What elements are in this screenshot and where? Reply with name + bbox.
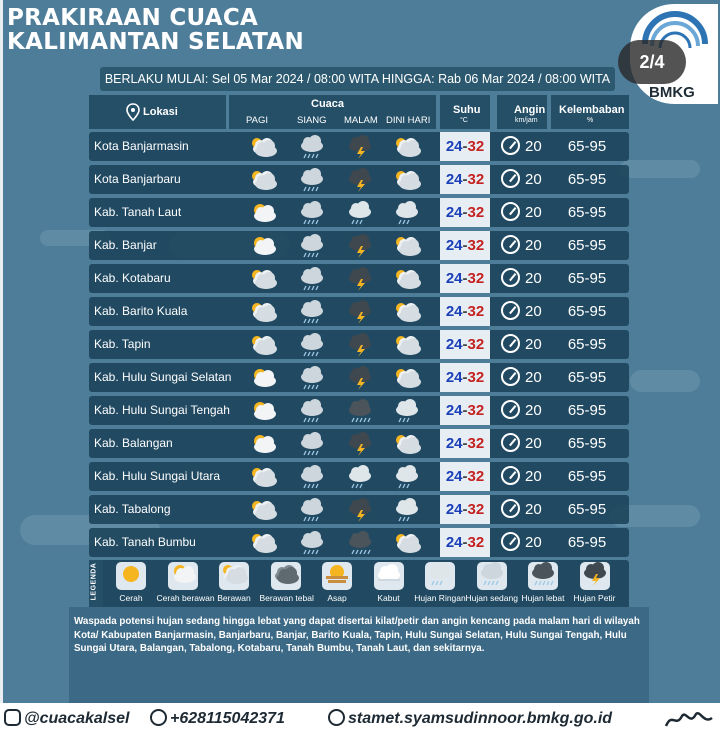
hujan-sedang-icon: [297, 465, 327, 487]
wind-speed: 20: [525, 303, 542, 320]
row-wind: [497, 132, 547, 161]
row-wind: [497, 495, 547, 524]
row-wind: [497, 297, 547, 326]
temp-separator: -: [462, 270, 468, 287]
temp-min: 24: [445, 402, 463, 419]
kabut-icon: [374, 562, 404, 590]
row-temperature: [440, 132, 490, 161]
globe-icon: [328, 709, 345, 726]
title-line-2: KALIMANTAN SELATAN: [7, 29, 305, 55]
hujan-petir-icon: [580, 562, 610, 590]
temp-max: 32: [467, 501, 485, 518]
legend-label: Asap: [327, 593, 347, 603]
row-location: Kota Banjarbaru: [94, 172, 181, 186]
row-location: Kab. Tanah Bumbu: [94, 535, 196, 549]
row-wind: [497, 462, 547, 491]
row-location: Kab. Kotabaru: [94, 271, 171, 285]
legend-item: [466, 562, 518, 603]
cloud-decoration: [620, 160, 700, 178]
row-location: Kab. Banjar: [94, 238, 157, 252]
wind-speed: 20: [525, 501, 542, 518]
row-humidity: 65-95: [567, 270, 607, 287]
temp-min: 24: [445, 270, 463, 287]
hujan-lebat-icon: [345, 399, 375, 421]
compass-icon: [501, 466, 520, 485]
temp-max: 32: [467, 171, 485, 188]
row-location: Kab. Balangan: [94, 436, 173, 450]
temp-min: 24: [445, 501, 463, 518]
wind-speed: 20: [525, 369, 542, 386]
compass-icon: [501, 268, 520, 287]
warning-text: Waspada potensi hujan sedang hingga lebat yang dapat disertai kilat/petir dan angin kencang pada malam hari di wilayah Kota/ Kabupaten Banjarmasin, Banjarbaru, Banjar, Barito Kuala, Tapin, Hulu Sungai Selatan, Hulu Sungai Tengah, Hulu Sungai Utara, Balangan, Tabalong, Kotabaru, Tanah Bumbu, Tanah Laut, dan sekitarnya.: [69, 607, 649, 705]
legend-item: [311, 562, 363, 603]
footer-instagram[interactable]: [4, 709, 129, 728]
row-humidity: 65-95: [567, 303, 607, 320]
header-dini-hari: DINI HARI: [386, 115, 431, 126]
compass-icon: [501, 136, 520, 155]
berawan-icon: [392, 300, 422, 322]
temp-separator: -: [462, 435, 468, 452]
legend-label: Hujan sedang: [465, 593, 518, 603]
legend-label: Berawan: [217, 593, 251, 603]
row-temperature: [440, 462, 490, 491]
berawan-tebal-icon: [271, 562, 301, 590]
berawan-icon: [248, 498, 278, 520]
header-kelembaban-label: Kelembaban: [559, 104, 625, 116]
cerah-icon: [116, 562, 146, 590]
temp-separator: -: [462, 237, 468, 254]
temp-min: 24: [445, 369, 463, 386]
compass-icon: [501, 532, 520, 551]
hujan-petir-icon: [345, 300, 375, 322]
hujan-ringan-icon: [345, 201, 375, 223]
signature-logo-icon: [664, 708, 714, 732]
row-humidity: 65-95: [567, 237, 607, 254]
temp-max: 32: [467, 270, 485, 287]
temp-max: 32: [467, 204, 485, 221]
berawan-icon: [219, 562, 249, 590]
row-temperature: [440, 330, 490, 359]
row-wind: [497, 396, 547, 425]
row-wind: [497, 198, 547, 227]
wind-speed: 20: [525, 138, 542, 155]
row-humidity: 65-95: [567, 402, 607, 419]
temp-max: 32: [467, 534, 485, 551]
hujan-sedang-icon: [297, 498, 327, 520]
legend-label: Hujan Ringan: [414, 593, 466, 603]
row-humidity: 65-95: [567, 435, 607, 452]
legend-label: Kabut: [377, 593, 400, 603]
hujan-petir-icon: [345, 168, 375, 190]
temp-separator: -: [462, 402, 468, 419]
compass-icon: [501, 235, 520, 254]
row-wind: [497, 231, 547, 260]
wind-speed: 20: [525, 336, 542, 353]
temp-min: 24: [445, 171, 463, 188]
row-temperature: [440, 198, 490, 227]
temp-min: 24: [445, 468, 463, 485]
header-malam: MALAM: [344, 115, 378, 126]
legend-label: Cerah berawan: [156, 593, 215, 603]
temp-max: 32: [467, 303, 485, 320]
row-location: Kab. Hulu Sungai Tengah: [94, 403, 230, 417]
temp-min: 24: [445, 435, 463, 452]
cerah-berawan-icon: [248, 366, 278, 388]
instagram-icon: [4, 709, 21, 726]
wind-speed: 20: [525, 204, 542, 221]
temp-max: 32: [467, 468, 485, 485]
hujan-petir-icon: [345, 267, 375, 289]
row-wind: [497, 528, 547, 557]
wind-speed: 20: [525, 534, 542, 551]
wind-speed: 20: [525, 435, 542, 452]
hujan-ringan-icon: [425, 562, 455, 590]
compass-icon: [501, 433, 520, 452]
row-location: Kab. Hulu Sungai Utara: [94, 469, 221, 483]
row-humidity: 65-95: [567, 534, 607, 551]
legend-item: [105, 562, 157, 603]
row-humidity: 65-95: [567, 204, 607, 221]
legend-item: [569, 562, 621, 603]
berawan-icon: [392, 432, 422, 454]
berawan-icon: [392, 333, 422, 355]
row-temperature: [440, 264, 490, 293]
compass-icon: [501, 334, 520, 353]
header-cuaca: [229, 95, 436, 129]
hujan-petir-icon: [345, 498, 375, 520]
header-angin-label: Angin: [514, 104, 546, 116]
left-border: [0, 0, 3, 703]
row-wind: [497, 330, 547, 359]
row-humidity: 65-95: [567, 501, 607, 518]
row-temperature: [440, 165, 490, 194]
hujan-petir-icon: [345, 234, 375, 256]
temp-separator: -: [462, 138, 468, 155]
compass-icon: [501, 499, 520, 518]
logo-text: BMKG: [649, 84, 695, 101]
temp-separator: -: [462, 468, 468, 485]
hujan-ringan-icon: [392, 498, 422, 520]
hujan-sedang-icon: [297, 135, 327, 157]
location-pin-icon: [126, 103, 140, 121]
row-temperature: [440, 231, 490, 260]
berawan-icon: [248, 531, 278, 553]
temp-max: 32: [467, 369, 485, 386]
hujan-sedang-icon: [297, 234, 327, 256]
whatsapp-icon: [150, 709, 167, 726]
legend-item: [517, 562, 569, 603]
legend-item: [156, 562, 215, 603]
temp-min: 24: [445, 303, 463, 320]
row-humidity: 65-95: [567, 369, 607, 386]
temp-separator: -: [462, 336, 468, 353]
header-lokasi: [89, 95, 226, 129]
temp-separator: -: [462, 369, 468, 386]
hujan-sedang-icon: [297, 267, 327, 289]
compass-icon: [501, 301, 520, 320]
hujan-petir-icon: [345, 366, 375, 388]
row-wind: [497, 165, 547, 194]
legend-item: [414, 562, 466, 603]
wind-speed: 20: [525, 468, 542, 485]
hujan-sedang-icon: [297, 531, 327, 553]
footer: [0, 703, 720, 736]
cerah-berawan-icon: [248, 432, 278, 454]
footer-whatsapp-text: +628115042371: [170, 710, 285, 727]
row-temperature: [440, 363, 490, 392]
legend-label: Berawan tebal: [259, 593, 314, 603]
header-lokasi-label: Lokasi: [143, 106, 178, 118]
legend-item: [363, 562, 415, 603]
hujan-lebat-icon: [528, 562, 558, 590]
header-angin-unit: km/jam: [515, 117, 538, 124]
legend-label: Hujan lebat: [521, 593, 565, 603]
temp-min: 24: [445, 237, 463, 254]
legend-item: [208, 562, 260, 603]
row-wind: [497, 264, 547, 293]
hujan-sedang-icon: [297, 333, 327, 355]
cerah-berawan-icon: [248, 399, 278, 421]
header-angin: [497, 95, 547, 129]
row-humidity: 65-95: [567, 171, 607, 188]
temp-min: 24: [445, 204, 463, 221]
berawan-icon: [392, 531, 422, 553]
row-temperature: [440, 495, 490, 524]
header-kelembaban: [551, 95, 629, 129]
row-location: Kab. Tanah Laut: [94, 205, 182, 219]
compass-icon: [501, 400, 520, 419]
header-cuaca-label: Cuaca: [311, 98, 345, 110]
temp-min: 24: [445, 336, 463, 353]
berawan-icon: [392, 267, 422, 289]
wind-speed: 20: [525, 402, 542, 419]
temp-max: 32: [467, 138, 485, 155]
berawan-icon: [392, 135, 422, 157]
hujan-sedang-icon: [297, 201, 327, 223]
hujan-petir-icon: [345, 432, 375, 454]
page-indicator-badge: 2/4: [618, 40, 686, 84]
row-location: Kab. Tapin: [94, 337, 151, 351]
page-title: [7, 6, 304, 54]
cloud-decoration: [630, 370, 700, 392]
hujan-ringan-icon: [345, 465, 375, 487]
header-kelembaban-unit: %: [587, 117, 594, 124]
hujan-ringan-icon: [392, 399, 422, 421]
hujan-ringan-icon: [392, 465, 422, 487]
footer-instagram-text: @cuacakalsel: [24, 710, 130, 727]
berawan-icon: [248, 168, 278, 190]
hujan-ringan-icon: [392, 201, 422, 223]
row-humidity: 65-95: [567, 138, 607, 155]
hujan-sedang-icon: [297, 366, 327, 388]
cerah-berawan-icon: [248, 201, 278, 223]
row-wind: [497, 429, 547, 458]
header-pagi: PAGI: [246, 115, 268, 126]
header-suhu: [440, 95, 490, 129]
footer-website-text: stamet.syamsudinnoor.bmkg.go.id: [348, 710, 613, 727]
legend-label: Cerah: [119, 593, 143, 603]
row-wind: [497, 363, 547, 392]
hujan-petir-icon: [345, 333, 375, 355]
validity-banner: BERLAKU MULAI: Sel 05 Mar 2024 / 08:00 WITA HINGGA: Rab 06 Mar 2024 / 08:00 WITA: [100, 67, 615, 91]
title-line-1: PRAKIRAAN CUACA: [7, 5, 259, 31]
berawan-icon: [248, 135, 278, 157]
hujan-sedang-icon: [297, 168, 327, 190]
temp-separator: -: [462, 204, 468, 221]
row-temperature: [440, 396, 490, 425]
asap-icon: [322, 562, 352, 590]
berawan-icon: [248, 267, 278, 289]
row-location: Kab. Barito Kuala: [94, 304, 188, 318]
header-siang: SIANG: [297, 115, 327, 126]
row-humidity: 65-95: [567, 336, 607, 353]
compass-icon: [501, 367, 520, 386]
row-temperature: [440, 429, 490, 458]
temp-min: 24: [445, 138, 463, 155]
temp-max: 32: [467, 402, 485, 419]
row-location: Kota Banjarmasin: [94, 139, 189, 153]
temp-min: 24: [445, 534, 463, 551]
cerah-berawan-icon: [168, 562, 198, 590]
hujan-sedang-icon: [477, 562, 507, 590]
temp-max: 32: [467, 237, 485, 254]
row-humidity: 65-95: [567, 468, 607, 485]
compass-icon: [501, 202, 520, 221]
wind-speed: 20: [525, 270, 542, 287]
temp-max: 32: [467, 336, 485, 353]
header-suhu-label: Suhu: [453, 104, 481, 116]
row-temperature: [440, 297, 490, 326]
row-location: Kab. Hulu Sungai Selatan: [94, 370, 232, 384]
cerah-berawan-icon: [248, 234, 278, 256]
temp-separator: -: [462, 534, 468, 551]
compass-icon: [501, 169, 520, 188]
legend-title: [89, 560, 103, 610]
berawan-icon: [392, 168, 422, 190]
row-location: Kab. Tabalong: [94, 502, 171, 516]
legend-item: [260, 562, 312, 603]
berawan-icon: [392, 366, 422, 388]
hujan-sedang-icon: [297, 300, 327, 322]
temp-separator: -: [462, 171, 468, 188]
berawan-icon: [248, 300, 278, 322]
hujan-sedang-icon: [297, 432, 327, 454]
wind-speed: 20: [525, 171, 542, 188]
row-temperature: [440, 528, 490, 557]
hujan-lebat-icon: [345, 531, 375, 553]
temp-separator: -: [462, 501, 468, 518]
wind-speed: 20: [525, 237, 542, 254]
berawan-icon: [392, 234, 422, 256]
berawan-icon: [248, 333, 278, 355]
legend-title-text: LEGENDA: [90, 562, 98, 601]
footer-whatsapp[interactable]: [150, 709, 285, 728]
hujan-sedang-icon: [297, 399, 327, 421]
header-suhu-unit: °C: [460, 117, 468, 124]
hujan-petir-icon: [345, 135, 375, 157]
temp-max: 32: [467, 435, 485, 452]
footer-website[interactable]: [328, 709, 612, 728]
legend-label: Hujan Petir: [573, 593, 616, 603]
temp-separator: -: [462, 303, 468, 320]
berawan-icon: [248, 465, 278, 487]
